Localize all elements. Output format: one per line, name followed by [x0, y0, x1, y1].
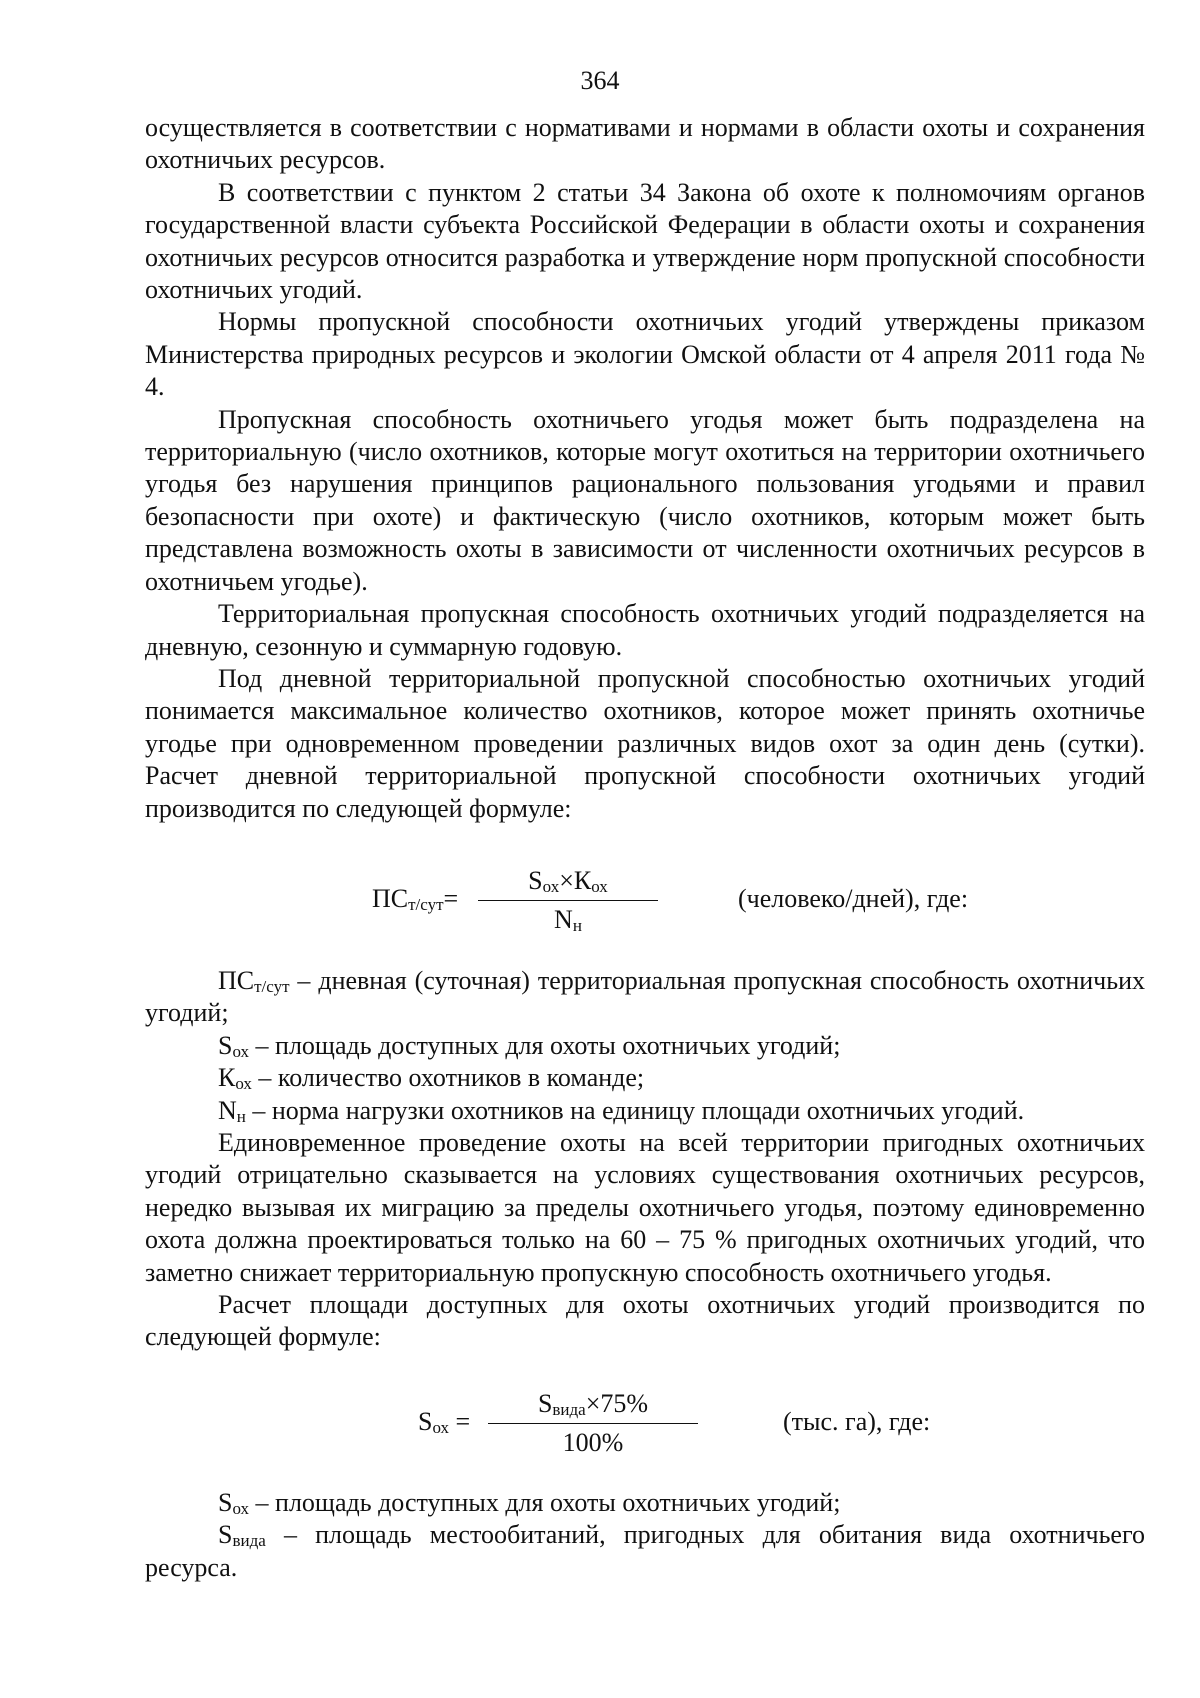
text-block-1: [145, 112, 1145, 825]
formula2-lhs: $S_{ох}$ =: [418, 1407, 471, 1437]
paragraph-4: Территориальная пропускная способность охотничьих угодий подразделяется на дневную, сезонную и суммарную годовую.: [145, 599, 1145, 661]
intro-paragraph: осуществляется в соответствии с нормативами и нормами в области охоты и сохранения охотничьих ресурсов.: [145, 113, 1145, 175]
fraction2-bar: [488, 1423, 698, 1424]
definition-s-ox: $S_{ох}$ – площадь доступных для охоты охотничьих угодий;: [218, 1030, 841, 1061]
definition-k-ox: $К_{ох}$ – количество охотников в команде;: [218, 1063, 645, 1094]
page-number: 364: [580, 66, 620, 95]
formula2-denominator: 100%: [562, 1428, 624, 1457]
formula-fraction: [478, 866, 658, 935]
definition2-s-ox: $S_{ох}$ – площадь доступных для охоты охотничьих угодий;: [218, 1488, 841, 1518]
formula-unit: (человеко/дней), где:: [738, 884, 969, 913]
paragraph-5: Под дневной территориальной пропускной способностью охотничьих угодий понимается максимальное количество охотников, которое может принять охотничье угодье при одновременном проведении различных видов охот за один день (сутки). Расчет дневной территориальной пропускной способности охотничьих угодий производится по следующей формуле:: [145, 663, 1145, 823]
formula2-fraction: [488, 1389, 698, 1458]
formula-area: [0, 1389, 1200, 1455]
paragraph-3: Пропускная способность охотничьего угодья может быть подразделена на территориальную (число охотников, которые могут охотиться на территории охотничьего угодья без нарушения принципов рационального пользования угодьями и правил безопасности при охоте) и фактическую (число охотников, которым может быть представлена возможность охоты в зависимости от численности охотничьих ресурсов в охотничьем угодье).: [145, 404, 1145, 596]
formula2-numerator: $S_{вида}\times 75\%$: [537, 1389, 649, 1419]
formula-denominator: $N_н$: [554, 905, 582, 935]
paragraph-7: Расчет площади доступных для охоты охотничьих угодий производится по следующей формуле:: [145, 1290, 1145, 1352]
formula-numerator: $S_{ох}\times К_{ох}$: [528, 866, 608, 896]
text-block-3: [145, 1487, 1145, 1584]
paragraph-6: Единовременное проведение охоты на всей территории пригодных охотничьих угодий отрицательно сказывается на условиях существования охотничьих ресурсов, нередко вызывая их миграцию за пределы охотничьего угодья, поэтому единовременно охота должна проектироваться только на 60 – 75 % пригодных охотничьих угодий, что заметно снижает территориальную пропускную способность охотничьего угодья.: [145, 1128, 1145, 1287]
fraction-bar: [478, 900, 658, 901]
definition-ps: $ПС_{т/сут}$ – дневная (суточная) территориальная пропускная способность охотничьих угодий;: [145, 966, 1145, 1028]
formula-throughput: [0, 866, 1200, 936]
paragraph-1: В соответствии с пунктом 2 статьи 34 Закона об охоте к полномочиям органов государственной власти субъекта Российской Федерации в области охоты и сохранения охотничьих ресурсов относится разработка и утверждение норм пропускной способности охотничьих угодий.: [145, 177, 1145, 305]
paragraph-2: Нормы пропускной способности охотничьих угодий утверждены приказом Министерства природных ресурсов и экологии Омской области от 4 апреля 2011 года № 4.: [145, 307, 1145, 402]
definition-n-n: $N_н$ – норма нагрузки охотников на единицу площади охотничьих угодий.: [218, 1095, 1025, 1126]
text-block-2: [145, 965, 1145, 1354]
definition2-s-vida: $S_{вида}$ – площадь местообитаний, пригодных для обитания вида охотничьего ресурса.: [145, 1520, 1145, 1582]
formula-lhs: $ПС_{т/сут}=$: [372, 884, 459, 914]
formula2-unit: (тыс. га), где:: [783, 1407, 931, 1436]
